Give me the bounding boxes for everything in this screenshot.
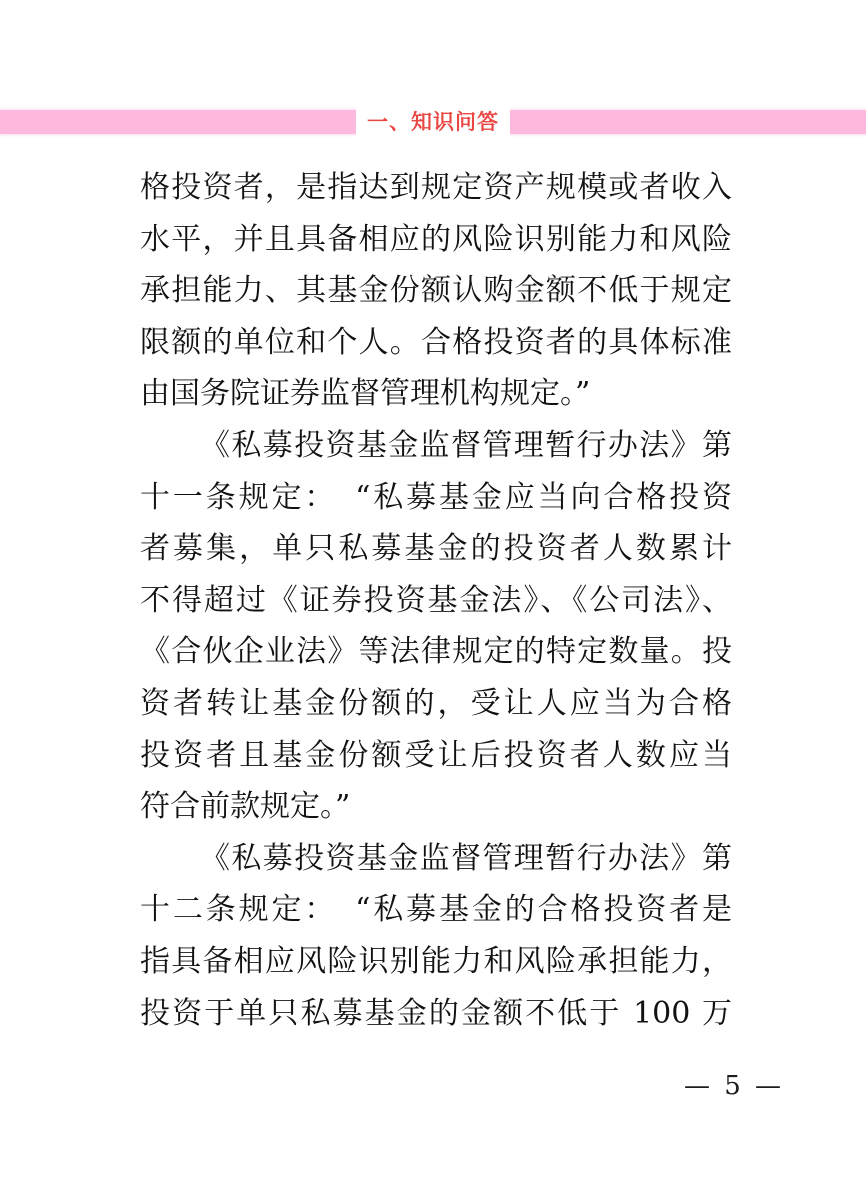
text-line: 承担能力、其基金份额认购金额不低于规定 — [140, 273, 732, 309]
text-line: 投资者且基金份额受让后投资者人数应当 — [140, 737, 732, 773]
text-line: 十一条规定： “私募基金应当向合格投资 — [140, 479, 732, 515]
text-line: 资者转让基金份额的，受让人应当为合格 — [140, 685, 732, 721]
chapter-title-notch — [356, 97, 510, 145]
text-line: 不得超过《证券投资基金法》、《公司法》、 — [140, 582, 732, 618]
body-text-block — [140, 162, 732, 1039]
text-line: 十二条规定： “私募基金的合格投资者是 — [140, 892, 732, 928]
text-line: 者募集，单只私募基金的投资者人数累计 — [140, 531, 732, 567]
text-line: 水平，并且具备相应的风险识别能力和风险 — [140, 221, 732, 257]
text-line: 限额的单位和个人。合格投资者的具体标准 — [140, 324, 732, 360]
text-line-paragraph-start: 《私募投资基金监督管理暂行办法》第 — [200, 840, 732, 876]
text-line: 《合伙企业法》等法律规定的特定数量。投 — [140, 634, 732, 670]
text-line-paragraph-end: 由国务院证券监督管理机构规定。” — [140, 376, 591, 412]
chapter-title: 一、知识问答 — [367, 110, 499, 134]
text-line: 投资于单只私募基金的金额不低于 100 万 — [140, 995, 732, 1031]
text-line-paragraph-start: 《私募投资基金监督管理暂行办法》第 — [200, 427, 732, 463]
text-line: 格投资者，是指达到规定资产规模或者收入 — [140, 170, 732, 205]
page-number: — 5 — — [683, 1071, 785, 1101]
text-line: 指具备相应风险识别能力和风险承担能力， — [140, 943, 732, 979]
text-line-paragraph-end: 符合前款规定。” — [140, 789, 351, 825]
